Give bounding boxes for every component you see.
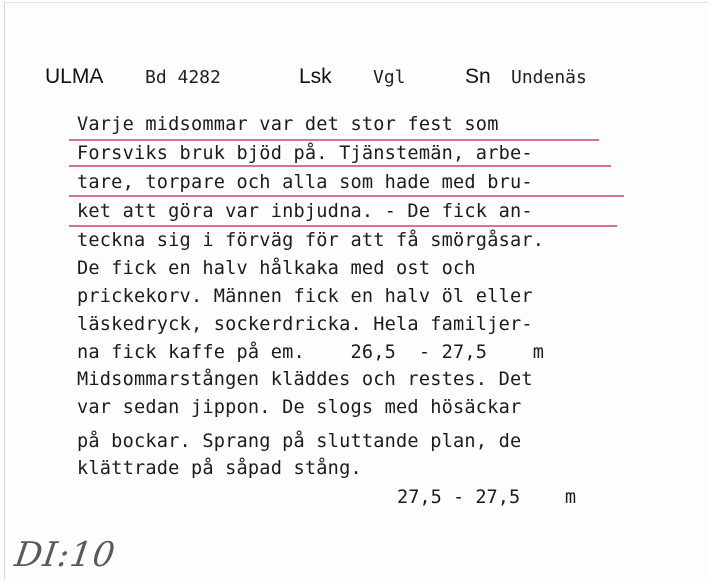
pen-underline: [69, 195, 624, 197]
text-line: tare, torpare och alla som hade med bru-: [77, 172, 533, 193]
text-line: teckna sig i förväg för att få smörgåsar.: [77, 230, 545, 251]
socken-label: Sn: [465, 65, 491, 88]
card-text: [5, 3, 708, 579]
text-line: na fick kaffe på em. 26,5 - 27,5 m: [77, 342, 545, 363]
text-line: ket att göra var inbjudna. - De fick an-: [77, 201, 533, 222]
archive-card: [4, 2, 708, 579]
socken-value: Undenäs: [511, 67, 587, 88]
volume-number: Bd 4282: [145, 67, 221, 88]
archive-name: ULMA: [45, 65, 104, 88]
pen-underline: [69, 165, 611, 167]
end-measurement: 27,5 - 27,5 m: [397, 487, 577, 508]
text-line: klättrade på såpad stång.: [77, 458, 362, 479]
text-line: De fick en halv hålkaka med ost och: [77, 258, 476, 279]
text-line: på bockar. Sprang på sluttande plan, de: [77, 431, 522, 452]
handwritten-signature: DI:10: [12, 535, 119, 575]
text-line: Forsviks bruk bjöd på. Tjänstemän, arbe-: [77, 143, 533, 164]
text-line: Varje midsommar var det stor fest som: [77, 114, 499, 135]
pen-underline: [69, 225, 617, 227]
landskap-value: Vgl: [373, 67, 406, 88]
text-line: prickekorv. Männen fick en halv öl eller: [77, 286, 533, 307]
text-line: Midsommarstången kläddes och restes. Det: [77, 369, 533, 390]
landskap-label: Lsk: [299, 65, 332, 88]
text-line: var sedan jippon. De slogs med hösäckar: [77, 397, 522, 418]
pen-underline: [69, 139, 599, 141]
text-line: läskedryck, sockerdricka. Hela familjer-: [77, 314, 533, 335]
